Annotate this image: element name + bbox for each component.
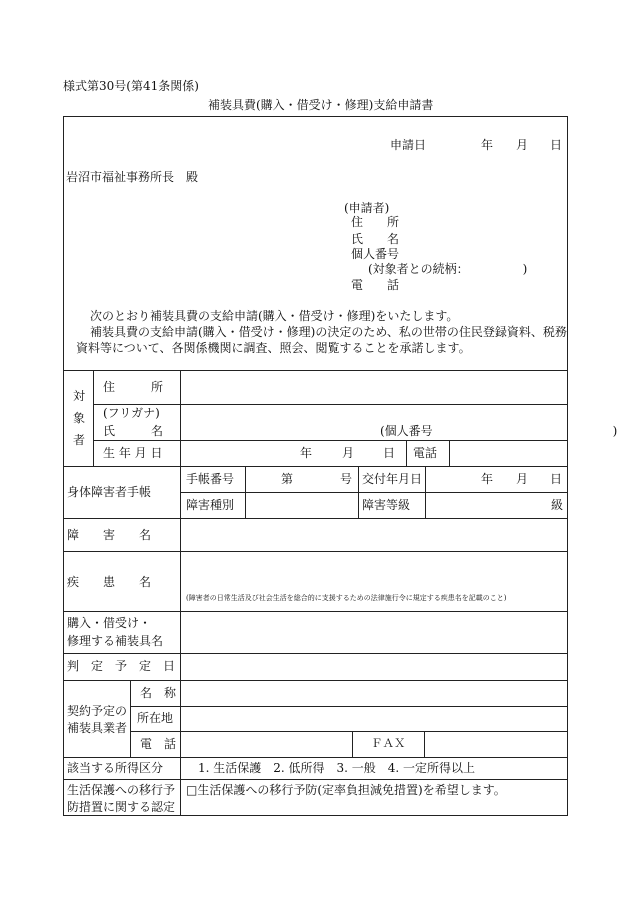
col-phone-label-left (406, 440, 407, 466)
divider-handbook (63, 518, 568, 519)
col-handbook-a (245, 466, 246, 518)
subject-group-char-3: 者 (73, 433, 86, 447)
col-handbook-c (425, 466, 426, 518)
subject-birth-month: 月 (342, 446, 355, 460)
application-date-label: 申請日 (390, 138, 427, 152)
divider-contractor (63, 757, 568, 758)
application-date-month: 月 (516, 138, 529, 152)
applicant-id-number-label: 個人番号 (351, 247, 400, 261)
applicant-name-label: 氏 名 (351, 232, 400, 246)
divider-contractor-name (130, 706, 568, 707)
contractor-fax-label: ＦＡＸ (371, 736, 406, 750)
disease-note: (障害者の日常生活及び社会生活を総合的に支援するための法律施行令に規定する疾患名を記載のこと) (186, 594, 507, 602)
subject-phone-label: 電話 (413, 446, 438, 460)
form-number: 様式第30号(第41条関係) (63, 79, 199, 93)
form-title: 補装具費(購入・借受け・修理)支給申請書 (208, 98, 434, 112)
divider-income (63, 779, 568, 780)
col-contractor-group (130, 680, 131, 757)
divider-address (93, 404, 568, 405)
subject-group-char-2: 象 (73, 411, 86, 425)
col-fax-left (352, 731, 353, 757)
col-handbook-b (358, 466, 359, 518)
subject-name-label: 氏 名 (103, 424, 164, 438)
device-label-line-1: 購入・借受け・ (67, 616, 152, 630)
statement-line-2: 補装具費の支給申請(購入・借受け・修理)の決定のため、私の世帯の住民登録資料、税務 (90, 325, 567, 339)
subject-id-number: (個人番号 ) (380, 424, 618, 438)
handbook-issue-date-label: 交付年月日 (362, 472, 423, 486)
divider-judgment (63, 680, 568, 681)
income-options: 1. 生活保護 2. 低所得 3. 一般 4. 一定所得以上 (198, 761, 476, 775)
divider-disease (63, 611, 568, 612)
applicant-phone-label: 電 話 (351, 278, 400, 292)
addressee: 岩沼市福祉事務所長 殿 (66, 170, 199, 184)
subject-address-label: 住 所 (103, 380, 164, 394)
handbook-issue-day: 日 (550, 472, 563, 486)
subject-birthdate-label: 生 年 月 日 (103, 446, 163, 460)
handbook-number-label: 手帳番号 (186, 472, 235, 486)
transition-label-line-2: 防措置に関する認定 (67, 800, 176, 814)
divider-handbook-mid (180, 492, 568, 493)
contractor-label-line-2: 補装具業者 (67, 721, 128, 735)
transition-label-line-1: 生活保護への移行予 (67, 783, 176, 797)
subject-group-char-1: 対 (73, 389, 86, 403)
divider-name (93, 440, 568, 441)
contractor-name-label: 名 称 (140, 686, 177, 700)
col-label-right (180, 370, 181, 816)
applicant-address-label: 住 所 (351, 215, 400, 229)
handbook-grade-suffix: 級 (551, 498, 564, 512)
handbook-label: 身体障害者手帳 (67, 485, 152, 499)
handbook-grade-label: 障害等級 (362, 498, 411, 512)
divider-contractor-location (130, 731, 568, 732)
contractor-phone-label: 電 話 (140, 737, 177, 751)
disability-name-label: 障 害 名 (67, 528, 152, 542)
subject-birth-year: 年 (300, 446, 313, 460)
application-date-day: 日 (550, 138, 563, 152)
handbook-number-suffix: 号 (340, 472, 353, 486)
col-phone-label-right (449, 440, 450, 466)
subject-birth-day: 日 (383, 446, 396, 460)
divider-device (63, 653, 568, 654)
disease-label: 疾 患 名 (67, 575, 152, 589)
divider-birthdate (63, 466, 568, 467)
statement-line-1: 次のとおり補装具費の支給申請(購入・借受け・修理)をいたします。 (90, 309, 459, 323)
judgment-date-label: 判 定 予 定 日 (67, 659, 176, 673)
device-label-line-2: 修理する補装具名 (67, 634, 164, 648)
col-fax-right (424, 731, 425, 757)
statement-line-3: 資料等について、各関係機関に調査、照会、閲覧することを承諾します。 (76, 341, 471, 355)
transition-checkbox-text[interactable]: □生活保護への移行予防(定率負担減免措置)を希望します。 (186, 783, 506, 797)
handbook-type-label: 障害種別 (186, 498, 235, 512)
handbook-number-prefix: 第 (281, 472, 294, 486)
subject-furigana-label: (フリガナ) (103, 406, 160, 420)
divider-statement (63, 370, 568, 371)
applicant-relationship-label: (対象者との続柄： ) (368, 262, 528, 276)
contractor-location-label: 所在地 (137, 711, 174, 725)
handbook-issue-month: 月 (516, 472, 529, 486)
application-date-year: 年 (481, 138, 494, 152)
col-subject-group (93, 370, 94, 466)
handbook-issue-year: 年 (481, 472, 494, 486)
divider-disability (63, 551, 568, 552)
contractor-label-line-1: 契約予定の (67, 704, 128, 718)
applicant-label: (申請者) (344, 201, 390, 215)
income-label: 該当する所得区分 (67, 761, 164, 775)
